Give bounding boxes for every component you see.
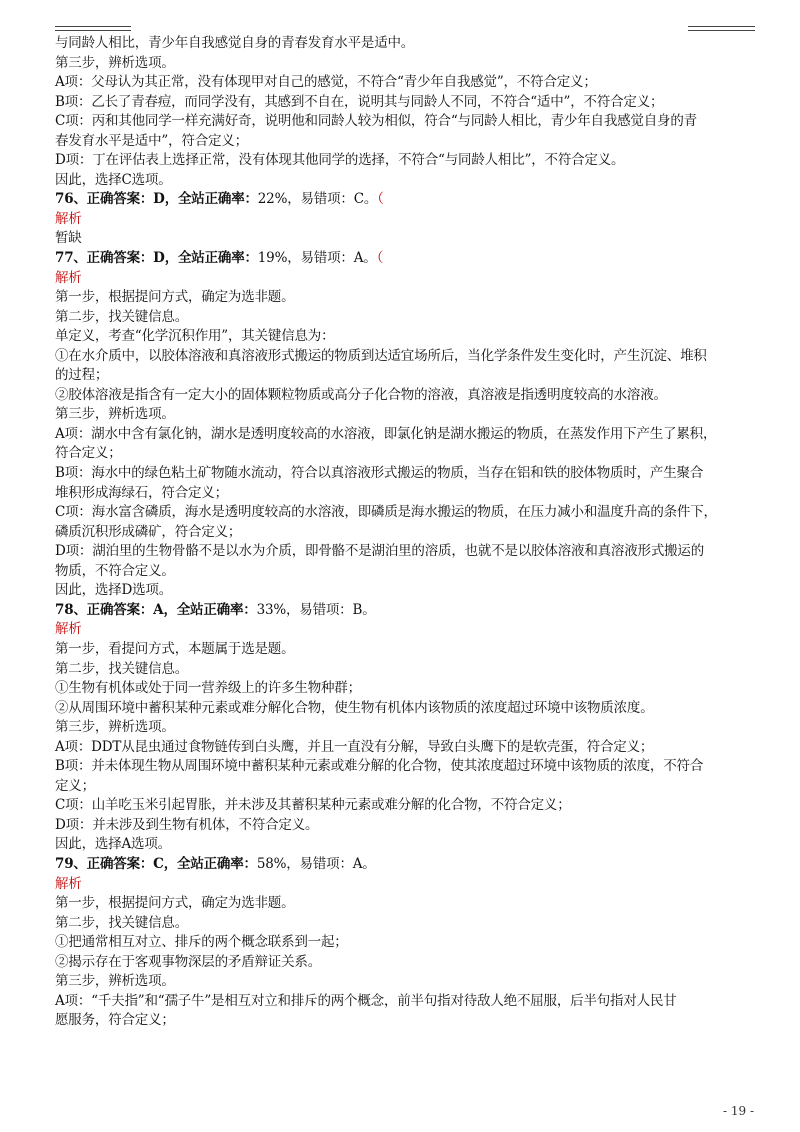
text-line: 第二步，找关键信息。 bbox=[55, 660, 188, 677]
text-line: 因此，选择A选项。 bbox=[55, 836, 171, 853]
text-line: B项：并未体现生物从周围环境中蓄积某种元素或难分解的化合物，使其浓度超过环境中该物质的浓度，不符合 bbox=[55, 758, 704, 775]
text-line: A项：DDT从昆虫通过食物链传到白头鹰，并且一直没有分解，导致白头鹰下的是软壳蛋，符合定义； bbox=[55, 738, 654, 755]
text-line: 堆积形成海绿石，符合定义； bbox=[55, 484, 228, 501]
text-line: 春发育水平是适中”，符合定义； bbox=[55, 132, 248, 149]
answer-label: 77、正确答案：D，全站正确率： bbox=[55, 250, 258, 267]
text-line: 第三步，辨析选项。 bbox=[55, 54, 175, 71]
text-line: D项：丁在评估表上选择正常，没有体现其他同学的选择，不符合“与同龄人相比”，不符合定义。 bbox=[55, 152, 625, 169]
text-line: 因此，选择D选项。 bbox=[55, 582, 173, 599]
text-line: 第三步，辨析选项。 bbox=[55, 406, 175, 423]
header-rule-left bbox=[55, 26, 131, 31]
answer-label: 76、正确答案：D，全站正确率： bbox=[55, 191, 258, 208]
text-line: C项：海水富含磷质，海水是透明度较高的水溶液，即磷质是海水搬运的物质，在压力减小和温度升高的条件下， bbox=[55, 504, 717, 521]
text-line: ①生物有机体或处于同一营养级上的许多生物种群； bbox=[55, 680, 361, 697]
text-line: 符合定义； bbox=[55, 445, 122, 462]
answer-line bbox=[55, 190, 765, 210]
answer-stats: 58%，易错项：A。 bbox=[256, 855, 376, 872]
text-line: D项：湖泊里的生物骨骼不是以水为介质，即骨骼不是湖泊里的溶质，也就不是以胶体溶液和真溶液形式搬运的 bbox=[55, 543, 705, 560]
answer-line bbox=[55, 249, 765, 269]
red-bracket: （ bbox=[377, 191, 384, 208]
text-line: ②从周围环境中蓄积某种元素或难分解化合物，使生物有机体内该物质的浓度超过环境中该物质浓度。 bbox=[55, 699, 654, 716]
text-line: 的过程； bbox=[55, 367, 109, 384]
analysis-heading: 解析 bbox=[55, 621, 82, 638]
analysis-heading: 解析 bbox=[55, 269, 82, 286]
analysis-heading: 解析 bbox=[55, 210, 82, 227]
answer-label: 79、正确答案：C，全站正确率： bbox=[55, 855, 257, 872]
text-line: A项：湖水中含有氯化钠，湖水是透明度较高的水溶液，即氯化钠是湖水搬运的物质，在蒸发作用下产生了累积， bbox=[55, 425, 717, 442]
answer-stats: 22%，易错项：C。 bbox=[257, 191, 378, 208]
text-line: ②胶体溶液是指含有一定大小的固体颗粒物质或高分子化合物的溶液，真溶液是指透明度较高的水溶液。 bbox=[55, 386, 667, 403]
answer-stats: 33%，易错项：B。 bbox=[256, 601, 376, 618]
header-rule-right bbox=[688, 26, 755, 31]
text-line: 第三步，辨析选项。 bbox=[55, 719, 175, 736]
text-line: 第一步，根据提问方式，确定为选非题。 bbox=[55, 289, 295, 306]
text-line: 磷质沉积形成磷矿，符合定义； bbox=[55, 523, 242, 540]
answer-line bbox=[55, 601, 765, 621]
text-line: ①把通常相互对立、排斥的两个概念联系到一起； bbox=[55, 934, 348, 951]
text-line: 第二步，找关键信息。 bbox=[55, 914, 188, 931]
text-line: 第三步，辨析选项。 bbox=[55, 973, 175, 990]
text-line: 第一步，根据提问方式，确定为选非题。 bbox=[55, 895, 295, 912]
document-body bbox=[55, 34, 765, 1031]
text-line: D项：并未涉及到生物有机体，不符合定义。 bbox=[55, 816, 319, 833]
text-line: C项：山羊吃玉米引起胃胀，并未涉及其蓄积某种元素或难分解的化合物，不符合定义； bbox=[55, 797, 571, 814]
text-line: 第一步，看提问方式，本题属于选是题。 bbox=[55, 640, 295, 657]
text-line: 定义； bbox=[55, 777, 95, 794]
text-line: ①在水介质中，以胶体溶液和真溶液形式搬运的物质到达适宜场所后，当化学条件发生变化时，产生沉淀、堆积 bbox=[55, 347, 707, 364]
text-line: 愿服务，符合定义； bbox=[55, 1012, 175, 1029]
analysis-heading: 解析 bbox=[55, 875, 82, 892]
text-line: A项：“千夫指”和“孺子牛”是相互对立和排斥的两个概念，前半句指对待敌人绝不屈服，后半句指对人民甘 bbox=[55, 992, 677, 1009]
text-line: 暂缺 bbox=[55, 230, 82, 247]
text-line: 物质，不符合定义。 bbox=[55, 562, 175, 579]
answer-label: 78、正确答案：A，全站正确率： bbox=[55, 601, 257, 618]
text-line: 单定义，考查“化学沉积作用”，其关键信息为： bbox=[55, 328, 335, 345]
text-line: 第二步，找关键信息。 bbox=[55, 308, 188, 325]
text-line: 因此，选择C选项。 bbox=[55, 171, 172, 188]
answer-line bbox=[55, 855, 765, 875]
text-line: A项：父母认为其正常，没有体现甲对自己的感觉，不符合“青少年自我感觉”，不符合定义； bbox=[55, 74, 597, 91]
text-line: B项：海水中的绿色粘土矿物随水流动，符合以真溶液形式搬运的物质，当存在铝和铁的胶体物质时，产生聚合 bbox=[55, 465, 704, 482]
text-line: C项：丙和其他同学一样充满好奇，说明他和同龄人较为相似，符合“与同龄人相比，青少年自我感觉自身的青 bbox=[55, 113, 697, 130]
text-line: ②揭示存在于客观事物深层的矛盾辩证关系。 bbox=[55, 953, 321, 970]
red-bracket: （ bbox=[376, 250, 384, 267]
answer-stats: 19%，易错项：A。 bbox=[257, 250, 377, 267]
page-number: - 19 - bbox=[722, 1104, 754, 1118]
text-line: 与同龄人相比，青少年自我感觉自身的青春发育水平是适中。 bbox=[55, 35, 415, 51]
text-line: B项：乙长了青春痘，而同学没有，其感到不自在，说明其与同龄人不同，不符合“适中”，不符合定义； bbox=[55, 93, 664, 110]
